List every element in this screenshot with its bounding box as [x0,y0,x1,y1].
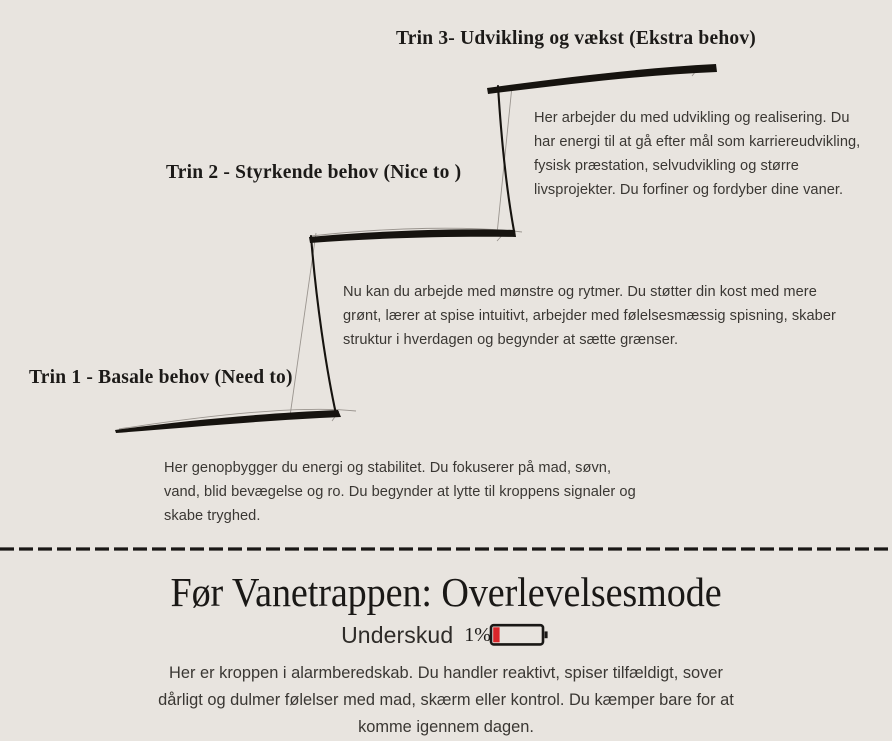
step-heading-trin-1: Trin 1 - Basale behov (Need to) [29,367,293,388]
overlevelsesmode-section [0,556,892,738]
status-label: Underskud [341,622,454,648]
status-row [0,619,892,651]
step-body-trin-2: Nu kan du arbejde med mønstre og rytmer. Du støtter din kost med mere grønt, lærer at spise intuitivt, arbejder med følelsesmæssig spisning, skaber struktur i hverdagen og begynder at sætte grænser. [343,284,836,348]
step-body-trin-3: Her arbejder du med udvikling og realisering. Du har energi til at gå efter mål som karriereudvikling, fysisk præstation, selvudvikling og større livsprojekter. Du forfiner og fordyber dine vaner. [534,110,861,198]
battery-low-icon [489,622,551,648]
battery-percent-label: 1% [464,624,491,646]
section-body: Her er kroppen i alarmberedskab. Du handler reaktivt, spiser tilfældigt, sover dårligt og dulmer følelser med mad, skærm eller kontrol. Du kæmper bare for at komme igennem dagen. [158,664,734,736]
dashed-divider [0,547,892,551]
step-heading-trin-2: Trin 2 - Styrkende behov (Nice to ) [166,162,462,183]
dashed-line-icon [0,547,892,551]
section-title: Før Vanetrappen: Overlevelsesmode [170,569,722,615]
step-heading-trin-3: Trin 3- Udvikling og vækst (Ekstra behov) [396,28,756,49]
step-body-trin-1: Her genopbygger du energi og stabilitet. Du fokuserer på mad, søvn, vand, blid bevægelse og ro. Du begynder at lytte til kroppens signaler og skabe tryghed. [164,460,636,524]
